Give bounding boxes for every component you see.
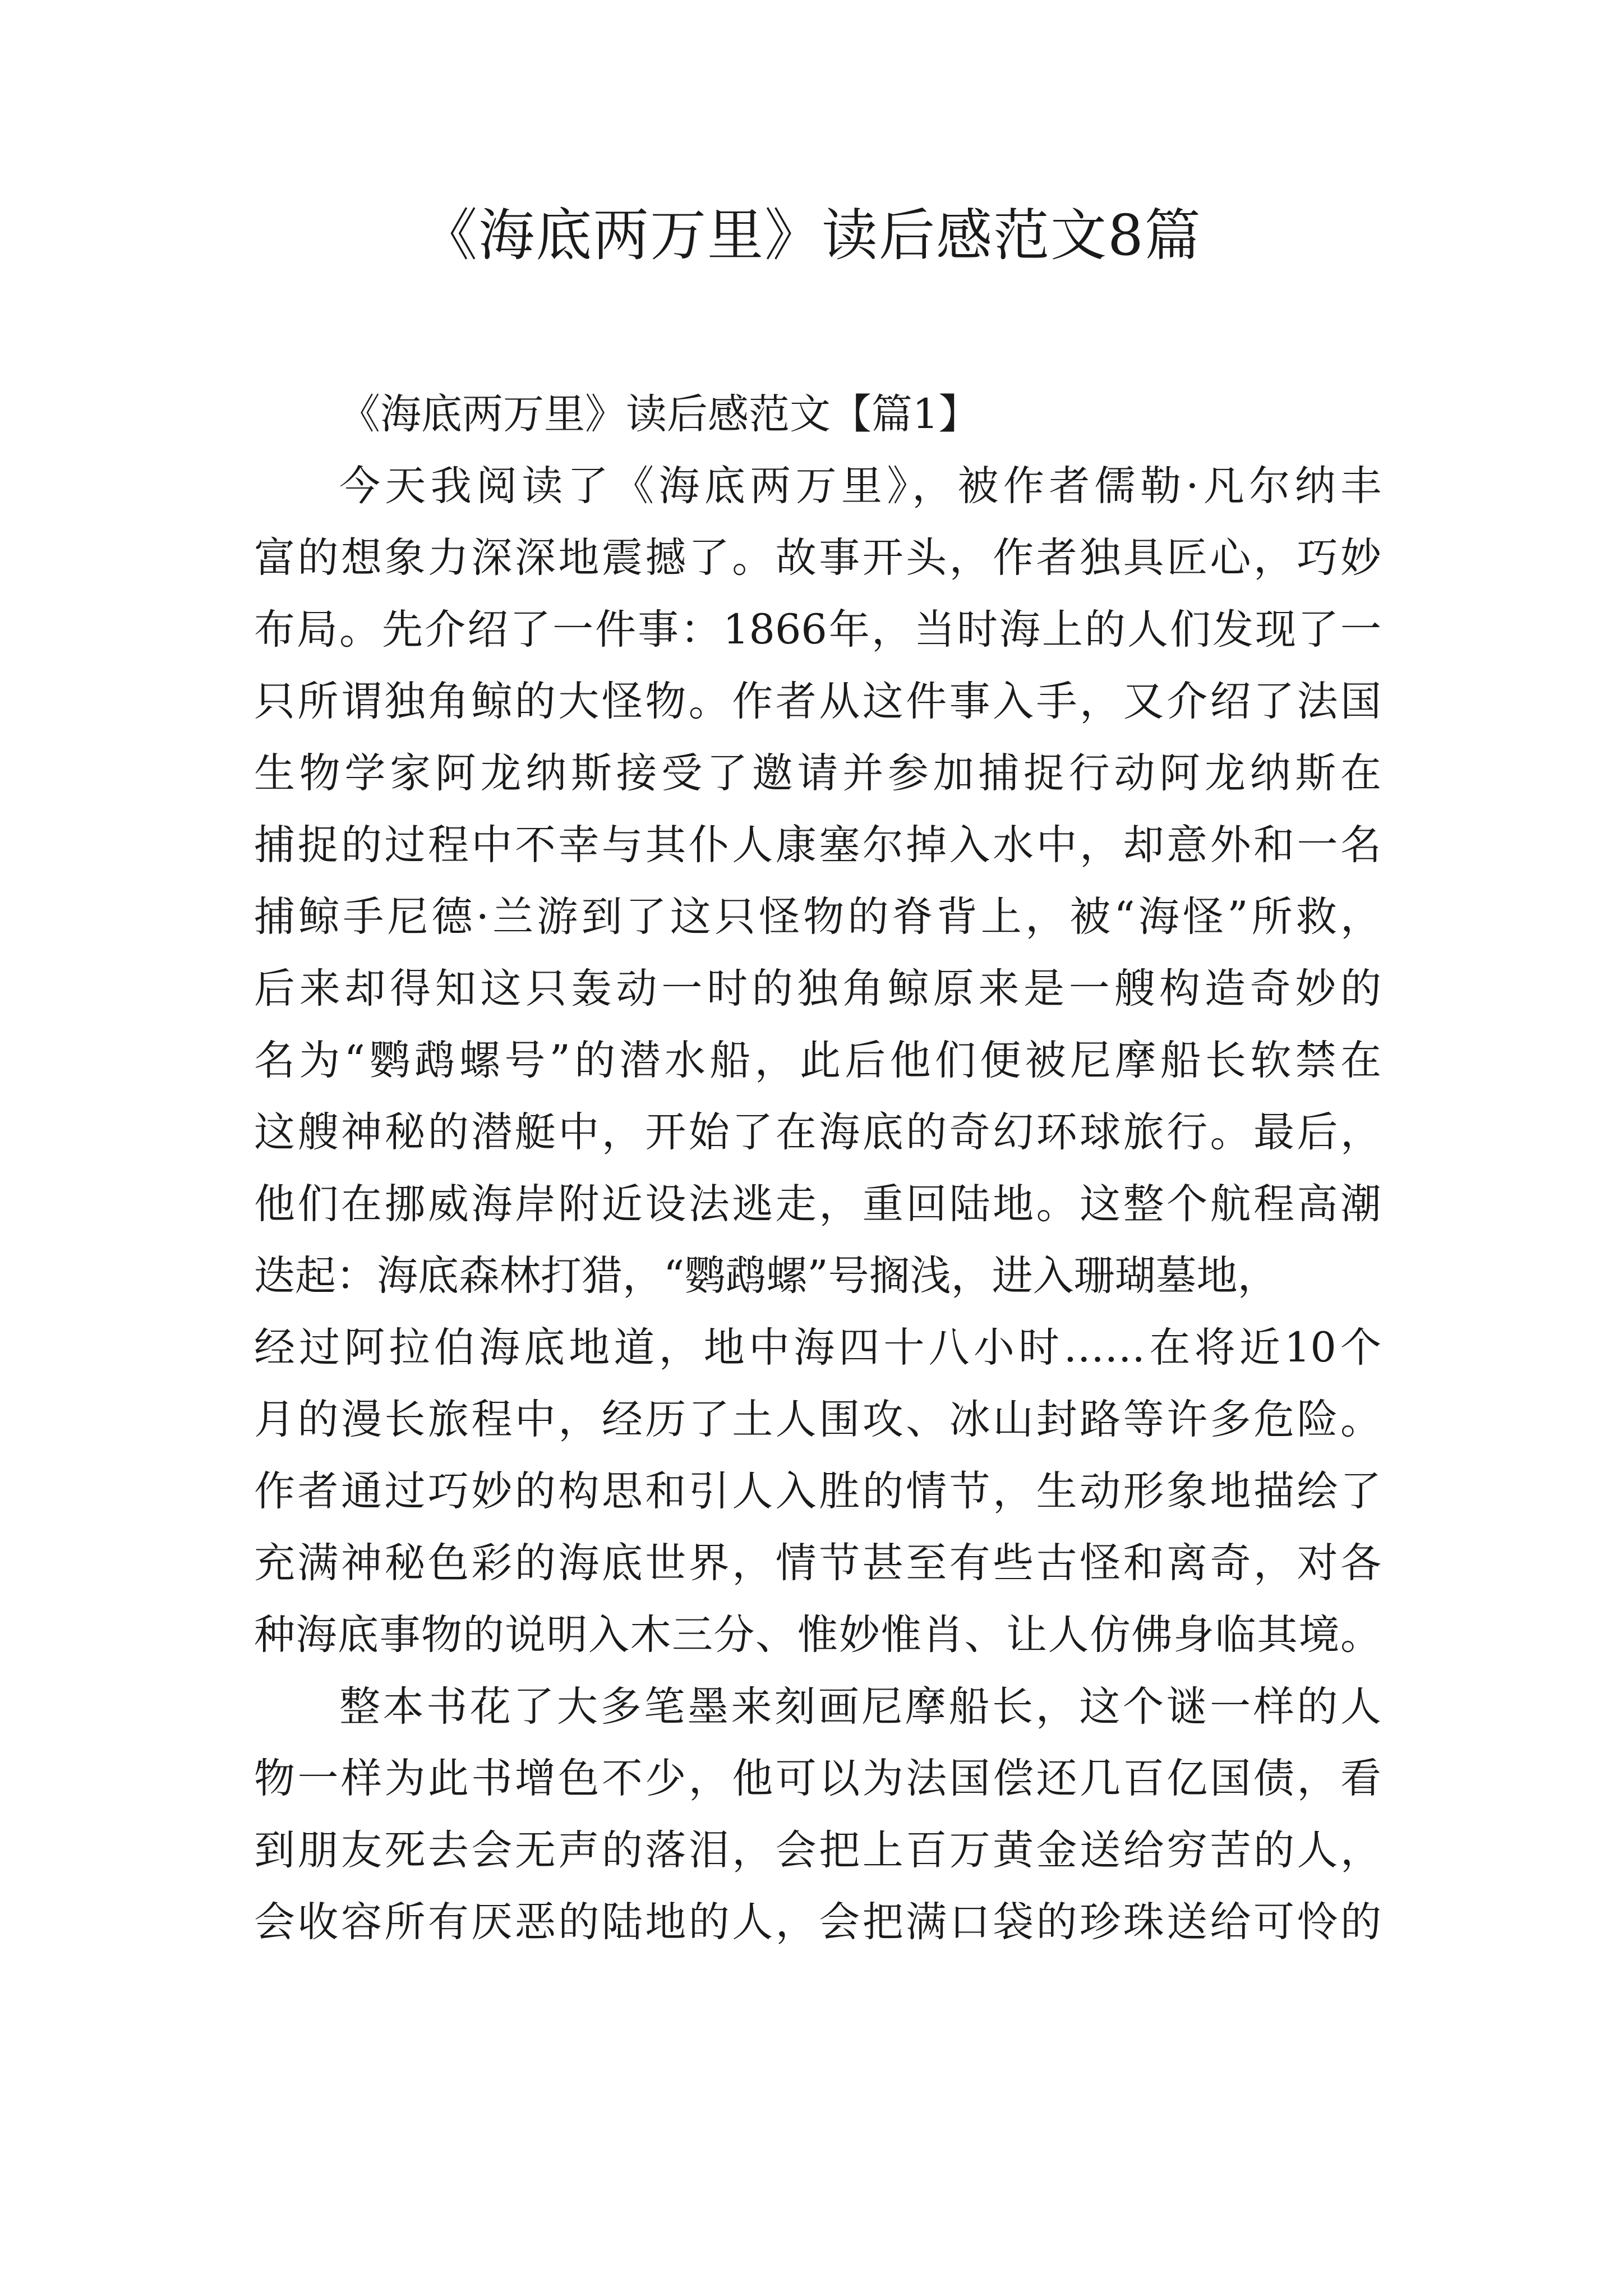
section-heading: 《海底两万里》读后感范文【篇1】: [339, 390, 980, 438]
paragraph-line: 捕鲸手尼德·兰游到了这只怪物的脊背上，被“海怪”所救，: [254, 893, 1381, 941]
paragraph-line: 他们在挪威海岸附近设法逃走，重回陆地。这整个航程高潮: [254, 1180, 1381, 1228]
document-title: 《海底两万里》读后感范文8篇: [421, 203, 1202, 268]
paragraph-line: 种海底事物的说明入木三分、惟妙惟肖、让人仿佛身临其境。: [254, 1611, 1381, 1659]
paragraph-line: 作者通过巧妙的构思和引人入胜的情节，生动形象地描绘了: [254, 1467, 1381, 1515]
document-body: [254, 379, 1381, 1958]
paragraph-line: 迭起：海底森林打猎，“鹦鹉螺”号搁浅，进入珊瑚墓地，: [254, 1252, 1279, 1300]
paragraph-line: 会收容所有厌恶的陆地的人，会把满口袋的珍珠送给可怜的: [254, 1898, 1381, 1946]
paragraph-line: 充满神秘色彩的海底世界，情节甚至有些古怪和离奇，对各: [254, 1539, 1381, 1587]
paragraph-line: 经过阿拉伯海底地道，地中海四十八小时……在将近10个: [254, 1324, 1381, 1372]
paragraph-line: 物一样为此书增色不少，他可以为法国偿还几百亿国债，看: [254, 1755, 1381, 1802]
paragraph-line: 名为“鹦鹉螺号”的潜水船，此后他们便被尼摩船长软禁在: [254, 1037, 1381, 1084]
paragraph-line: 捕捉的过程中不幸与其仆人康塞尔掉入水中，却意外和一名: [254, 821, 1381, 869]
paragraph-line: 这艘神秘的潜艇中，开始了在海底的奇幻环球旅行。最后，: [254, 1108, 1381, 1156]
paragraph-line: 布局。先介绍了一件事：1866年，当时海上的人们发现了一: [254, 606, 1381, 654]
paragraph-line: 后来却得知这只轰动一时的独角鲸原来是一艘构造奇妙的: [254, 965, 1381, 1013]
paragraph-line: 富的想象力深深地震撼了。故事开头，作者独具匠心，巧妙: [254, 534, 1381, 582]
paragraph-line: 今天我阅读了《海底两万里》，被作者儒勒·凡尔纳丰: [339, 462, 1381, 510]
paragraph-line: 生物学家阿龙纳斯接受了邀请并参加捕捉行动阿龙纳斯在: [254, 749, 1381, 797]
paragraph-line: 月的漫长旅程中，经历了土人围攻、冰山封路等许多危险。: [254, 1396, 1381, 1443]
paragraph-line: 整本书花了大多笔墨来刻画尼摩船长，这个谜一样的人: [339, 1683, 1381, 1731]
paragraph-line: 只所谓独角鲸的大怪物。作者从这件事入手，又介绍了法国: [254, 678, 1381, 725]
paragraph-line: 到朋友死去会无声的落泪，会把上百万黄金送给穷苦的人，: [254, 1826, 1381, 1874]
